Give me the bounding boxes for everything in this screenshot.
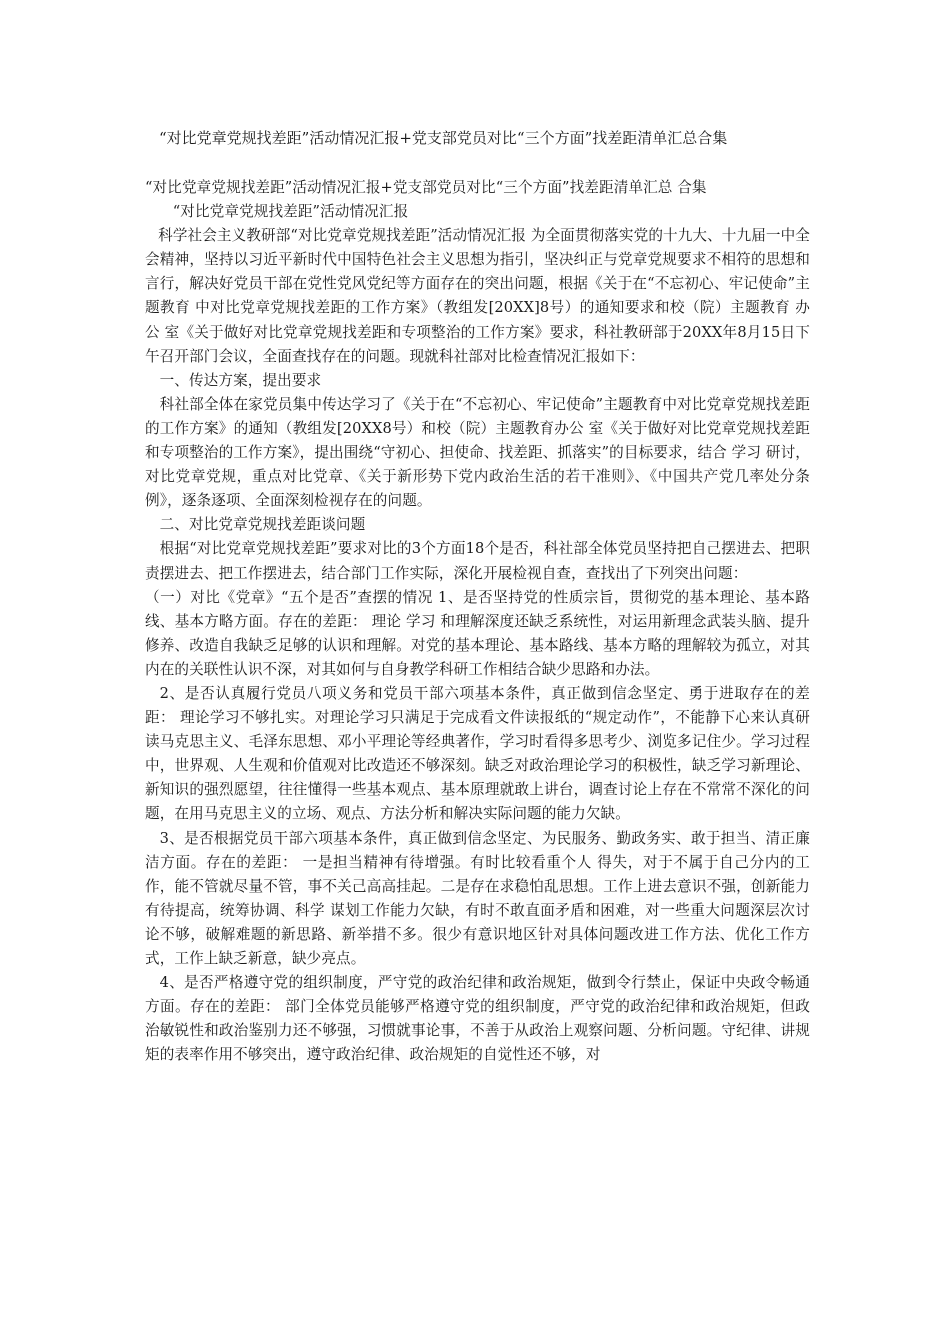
paragraph: 2、是否认真履行党员八项义务和党员干部六项基本条件，真正做到信念坚定、勇于进取存在的差距： 理论学习不够扎实。对理论学习只满足于完成看文件读报纸的“规定动作”，不能静下心来认真研读马克思主义、毛泽东思想、邓小平理论等经典著作，学习时看得多思考少、浏览多记住少。学习过程中，世界观、人生观和价值观对比改造还不够深刻。缺乏对政治理论学习的积极性，缺乏学习新理论、新知识的强烈愿望，往往懂得一些基本观点、基本原理就敢上讲台，调查讨论上存在不常常不深化的问题，在用马克思主义的立场、观点、方法分析和解决实际问题的能力欠缺。 [145, 684, 810, 823]
paragraph: （一）对比《党章》“五个是否”查摆的情况 1、是否坚持党的性质宗旨，贯彻党的基本理论、基本路线、基本方略方面。存在的差距： 理论 学习 和理解深度还缺乏系统性，对运用新理念武装头脑、提升修养、改造自我缺乏足够的认识和理解。对党的基本理论、基本路线、基本方略的理解较为孤立，对其内在的关联性认识不深，对其如何与自身教学科研工作相结合缺少思路和办法。 [145, 588, 810, 678]
heading-two: 二、对比党章党规找差距谈问题 [159, 516, 366, 534]
section-heading: “对比党章党规找差距”活动情况汇报 [172, 203, 409, 221]
paragraph: 科学社会主义教研部“对比党章党规找差距”活动情况汇报 为全面贯彻落实党的十九大、十九届一中全会精神，坚持以习近平新时代中国特色社会主义思想为指引，坚决纠正与党章党规要求不相符的思想和言行，解决好党员干部在党性党风党纪等方面存在的突出问题，根据《关于在“不忘初心、牢记使命”主题教育 中对比党章党规找差距的工作方案》（教组发[20XX]8号）的通知要求和校（院）主题教育 办公 室《关于做好对比党章党规找差距和专项整治的工作方案》要求，科社教研部于20XX年8月15日下午召开部门会议，全面查找存在的问题。现就科社部对比检查情况汇报如下： [145, 227, 810, 365]
document-body [145, 176, 810, 1067]
heading-one: 一、传达方案，提出要求 [159, 371, 322, 389]
paragraph: 4、是否严格遵守党的组织制度，严守党的政治纪律和政治规矩，做到令行禁止，保证中央政令畅通方面。存在的差距： 部门全体党员能够严格遵守党的组织制度，严守党的政治纪律和政治规矩，但政治敏锐性和政治鉴别力还不够强，习惯就事论事，不善于从政治上观察问题、分析问题。守纪律、讲规矩的表率作用不够突出，遵守政治纪律、政治规矩的自觉性还不够，对 [145, 974, 810, 1064]
paragraph: 科社部全体在家党员集中传达学习了《关于在“不忘初心、牢记使命”主题教育中对比党章党规找差距的工作方案》的通知（教组发[20XX8号）和校（院）主题教育办公 室《关于做好对比党章党规找差距和专项整治的工作方案》，提出围绕“守初心、担使命、找差距、抓落实”的目标要求，结合 学习 研讨，对比党章党规，重点对比党章、《关于新形势下党内政治生活的若干准则》、《中国共产党几率处分条例》，逐条逐项、全面深刻检视存在的问题。 [145, 395, 810, 510]
document-title: “对比党章党规找差距”活动情况汇报+党支部党员对比“三个方面”找差距清单汇总合集 [159, 129, 728, 147]
paragraph: 根据“对比党章党规找差距”要求对比的3个方面18个是否，科社部全体党员坚持把自己摆进去、把职责摆进去、把工作摆进去，结合部门工作实际，深化开展检视自查，查找出了下列突出问题： [145, 540, 810, 582]
subtitle-line: “对比党章党规找差距”活动情况汇报+党支部党员对比“三个方面”找差距清单汇总 合集 [145, 179, 707, 196]
paragraph: 3、是否根据党员干部六项基本条件，真正做到信念坚定、为民服务、勤政务实、敢于担当、清正廉洁方面。存在的差距： 一是担当精神有待增强。有时比较看重个人 得失，对于不属于自己分内的工作，能不管就尽量不管，事不关己高高挂起。二是存在求稳怕乱思想。工作上进去意识不强，创新能力有待提高，统筹协调、科学 谋划工作能力欠缺，有时不敢直面矛盾和困难，对一些重大问题深层次讨论不够，破解难题的新思路、新举措不多。很少有意识地区针对具体问题改进工作方法、优化工作方式，工作上缺乏新意，缺少亮点。 [145, 829, 810, 967]
